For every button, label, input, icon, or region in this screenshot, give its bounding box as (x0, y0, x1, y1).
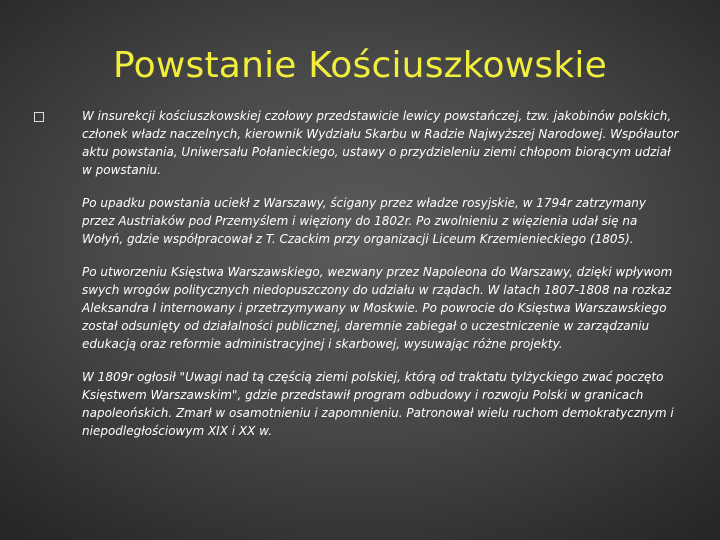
paragraph-insurrection: W insurekcji kościuszkowskiej czołowy przedstawicie lewicy powstańczej, tzw. jakobinów polskich, członek władz naczelnych, kierownik Wydziału Skarbu w Radzie Najwyższej Narodowej. Współautor aktu powstania, Uniwersału Połanieckiego, ustawy o przydzieleniu ziemi chłopom biorącym udział w powstaniu. (82, 109, 679, 177)
slide-body (82, 107, 682, 455)
bullet-square-icon (34, 112, 44, 122)
slide-title: Powstanie Kościuszkowskie (113, 45, 607, 86)
paragraph-after-uprising: Po upadku powstania uciekł z Warszawy, ścigany przez władze rosyjskie, w 1794r zatrzymany przez Austriaków pod Przemyślem i więziony do 1802r. Po zwolnieniu z więzienia udał się na Wołyń, gdzie współpracował z T. Czackim przy organizacji Liceum Krzemienieckiego (1805). (82, 196, 647, 246)
paragraph-duchy-of-warsaw: Po utworzeniu Księstwa Warszawskiego, wezwany przez Napoleona do Warszawy, dzięki wpływom swych wrogów politycznych niedopuszczony do udziału w rządach. W latach 1807-1808 na rozkaz Aleksandra I internowany i przetrzymywany w Moskwie. Po powrocie do Księstwa Warszawskiego został odsunięty od działalności publicznej, daremnie zabiegał o uczestniczenie w zarządzaniu edukacją oraz reformie administracyjnej i skarbowej, wysuwając różne projekty. (82, 265, 673, 351)
paragraph-1809: W 1809r ogłosił "Uwagi nad tą częścią ziemi polskiej, którą od traktatu tylżyckiego zwać poczęto Księstwem Warszawskim", gdzie przedstawił program odbudowy i rozwoju Polski w granicach napoleońskich. Zmarł w osamotnieniu i zapomnieniu. Patronował wielu ruchom demokratycznym i niepodległościowym XIX i XX w. (82, 370, 674, 438)
